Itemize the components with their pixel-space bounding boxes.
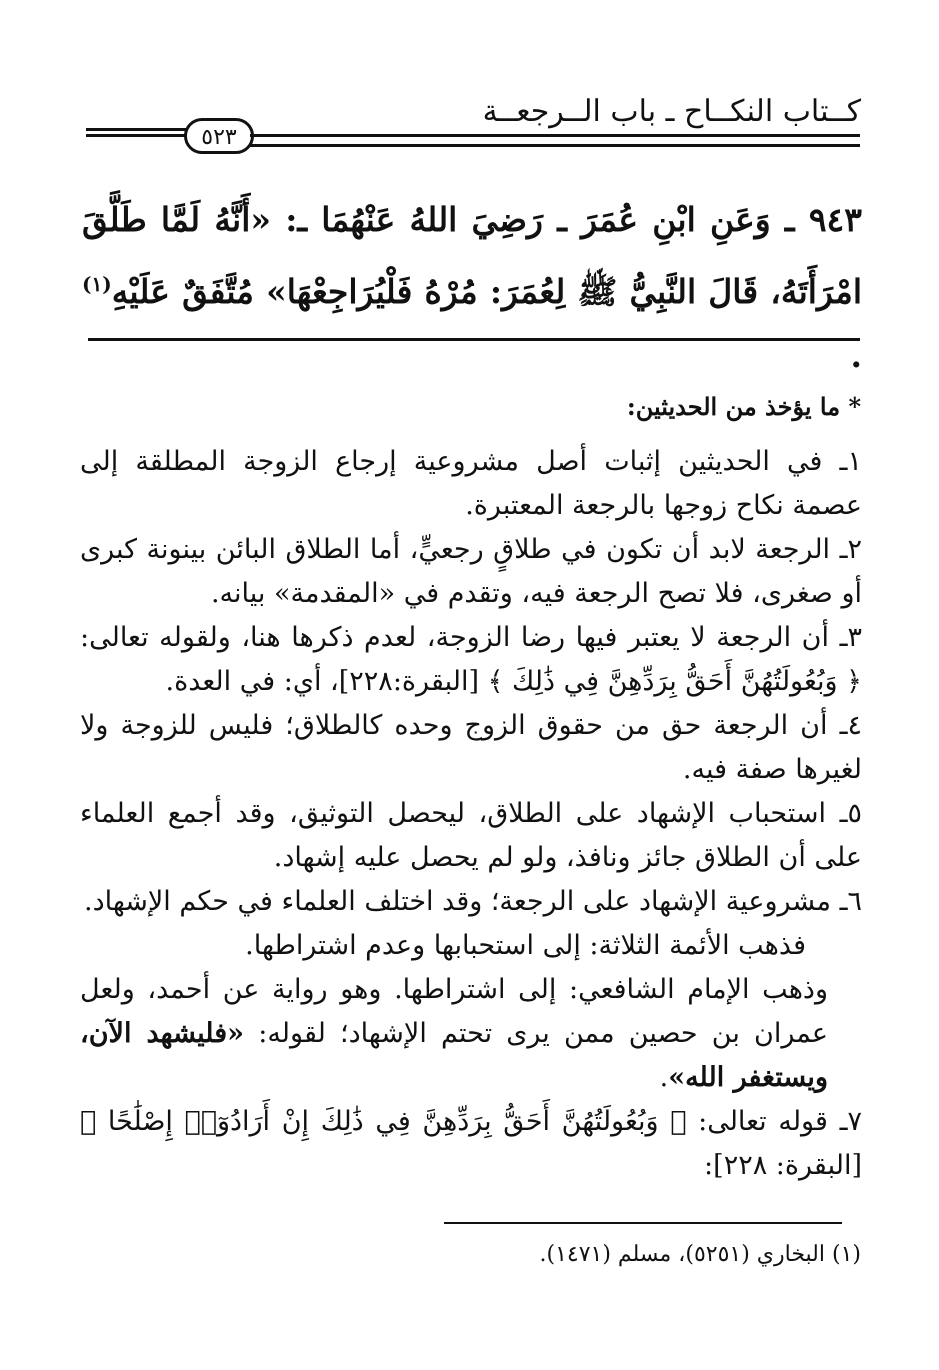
- hadith-end: .: [850, 336, 862, 375]
- list-item-6: ٦ـ مشروعية الإشهاد على الرجعة؛ وقد اختلف العلماء في حكم الإشهاد.: [84, 886, 862, 917]
- footnote-reference: (١): [82, 272, 112, 296]
- list-item-1: ١ـ في الحديثين إثبات أصل مشروعية إرجاع الزوجة المطلقة إلى عصمة نكاح زوجها بالرجعة المعتبرة.: [80, 446, 862, 521]
- hadith-text-block: [82, 188, 862, 388]
- page-number: ٥٢٣: [184, 118, 254, 154]
- hadith-number: ٩٤٣ ـ: [784, 200, 862, 239]
- running-title: كــتاب النكــاح ـ باب الــرجعــة: [482, 94, 861, 129]
- section-title: * ما يؤخذ من الحديثين:: [626, 392, 861, 421]
- footnote: (١) البخاري (٥٢٥١)، مسلم (١٤٧١).: [539, 1242, 861, 1267]
- paragraph-three-imams: فذهب الأئمة الثلاثة: إلى استحبابها وعدم اشتراطها.: [245, 930, 806, 961]
- hadith-body: وَعَنِ ابْنِ عُمَرَ ـ رَضِيَ اللهُ عَنْهُمَا ـ: «أَنَّهُ لَمَّا طَلَّقَ امْرَأَتَهُ، قَالَ النَّبِيُّ ﷺ لِعُمَرَ: مُرْهُ فَلْيُرَاجِعْهَا» مُتَّفَقٌ عَلَيْهِ: [82, 200, 862, 311]
- paragraph-shafii: [80, 968, 862, 1100]
- header-rule-right: [250, 134, 860, 147]
- commentary-body: [80, 440, 862, 1188]
- paragraph-shafii-quote: «فليشهد الآن، ويستغفر الله»: [80, 1018, 828, 1093]
- hadith-separator-rule: [88, 338, 860, 341]
- list-item-2: ٢ـ الرجعة لابد أن تكون في طلاقٍ رجعيٍّ، أما الطلاق البائن بينونة كبرى أو صغرى، فلا تصح الرجعة فيه، وتقدم في «المقدمة» بيانه.: [80, 534, 862, 609]
- footnote-rule: [444, 1222, 842, 1224]
- list-item-5: ٥ـ استحباب الإشهاد على الطلاق، ليحصل التوثيق، وقد أجمع العلماء على أن الطلاق جائز ونافذ، ولو لم يحصل عليه إشهاد.: [80, 798, 862, 873]
- list-item-4: ٤ـ أن الرجعة حق من حقوق الزوج وحده كالطلاق؛ فليس للزوجة ولا لغيرها صفة فيه.: [80, 710, 862, 785]
- header-rule-left: [86, 128, 186, 137]
- list-item-3: ٣ـ أن الرجعة لا يعتبر فيها رضا الزوجة، لعدم ذكرها هنا، ولقوله تعالى: ﴿ وَبُعُولَتُهُنَّ أَحَقُّ بِرَدِّهِنَّ فِي ذَٰلِكَ ﴾ [البقرة:٢٢٨]، أي: في العدة.: [80, 622, 862, 697]
- paragraph-shafii-text: وذهب الإمام الشافعي: إلى اشتراطها. وهو رواية عن أحمد، ولعل عمران بن حصين ممن يرى تحتم الإشهاد؛ لقوله:: [80, 974, 828, 1049]
- paragraph-shafii-end: .: [659, 1062, 669, 1093]
- list-item-7: ٧ـ قوله تعالى: ﴿ وَبُعُولَتُهُنَّ أَحَقُّ بِرَدِّهِنَّ فِي ذَٰلِكَ إِنْ أَرَادُوٓا۟ إِصْلَٰحًا ﴾ [البقرة: ٢٢٨]:: [80, 1106, 862, 1181]
